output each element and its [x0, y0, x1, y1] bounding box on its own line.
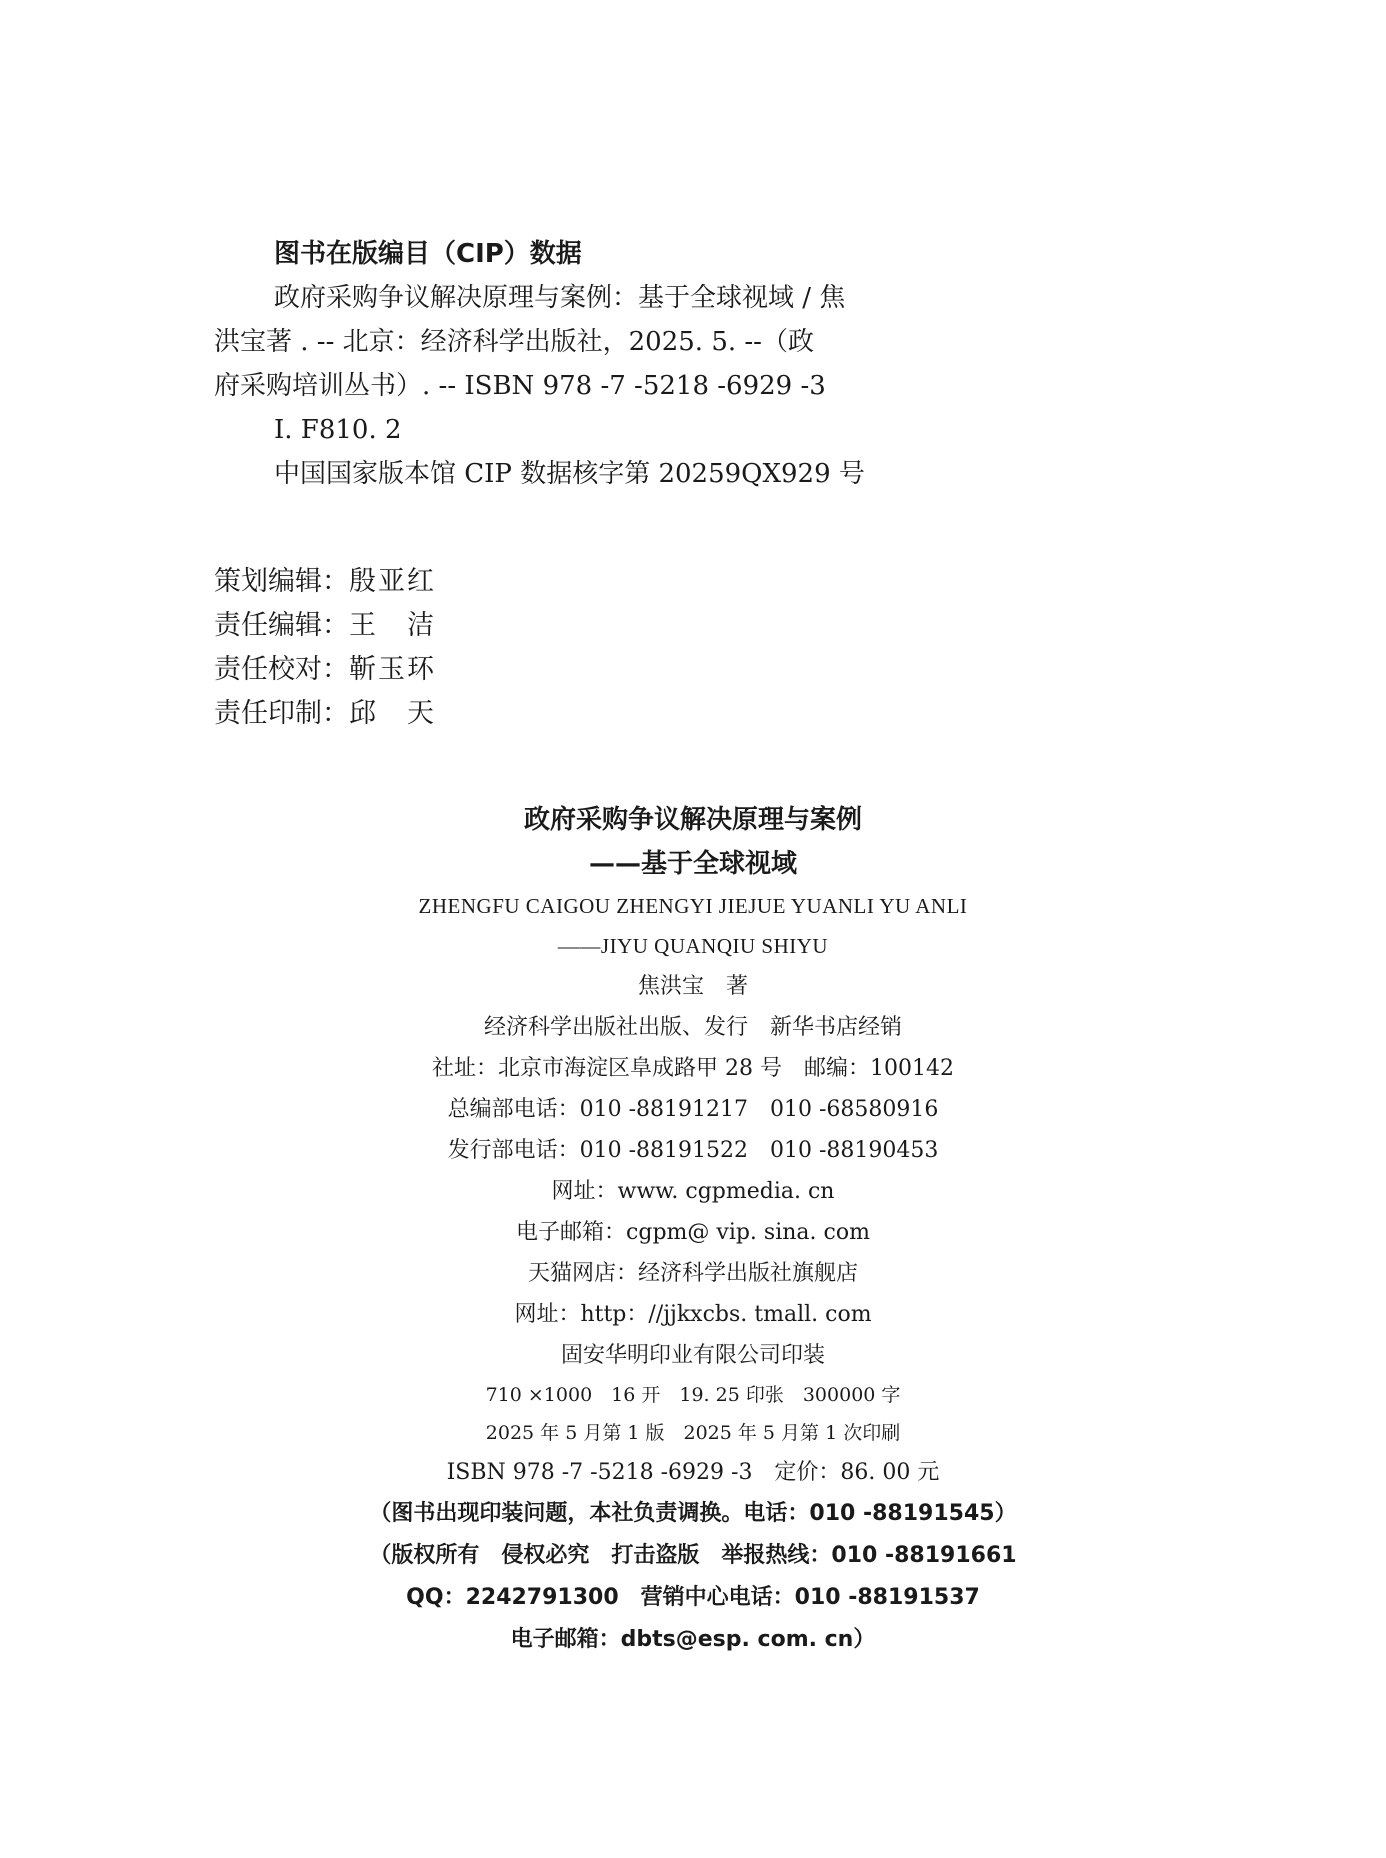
staff-row [214, 692, 436, 736]
cip-line: 洪宝著 . -- 北京：经济科学出版社，2025. 5. --（政 [214, 327, 814, 357]
staff-name: 靳玉环 [349, 654, 436, 685]
edition-info: 2025 年 5 月第 1 版 2025 年 5 月第 1 次印刷 [485, 1422, 901, 1444]
book-title: 政府采购争议解决原理与案例 [523, 805, 862, 835]
website: 网址：www. cgpmedia. cn [551, 1179, 835, 1204]
staff-label: 策划编辑： [214, 566, 349, 597]
editorial-phone: 总编部电话：010 -88191217 010 -68580916 [447, 1097, 939, 1122]
staff-label: 责任校对： [214, 654, 349, 685]
book-title-pinyin: ZHENGFU CAIGOU ZHENGYI JIEJUE YUANLI YU ANLI [418, 894, 968, 918]
book-subtitle: ——基于全球视域 [588, 849, 797, 879]
colophon [0, 798, 1386, 1661]
cip-line: 政府采购争议解决原理与案例：基于全球视域 / 焦 [274, 283, 846, 313]
address: 社址：北京市海淀区阜成路甲 28 号 邮编：100142 [432, 1056, 954, 1081]
cip-line: 府采购培训丛书）. -- ISBN 978 -7 -5218 -6929 -3 [214, 371, 826, 401]
staff-row [214, 604, 436, 648]
publisher: 经济科学出版社出版、发行 新华书店经销 [483, 1015, 902, 1040]
qq-marketing-contact: QQ：2242791300 营销中心电话：010 -88191537 [406, 1585, 980, 1610]
isbn-price: ISBN 978 -7 -5218 -6929 -3 定价：86. 00 元 [446, 1460, 940, 1485]
staff-name: 王 洁 [349, 610, 436, 641]
cip-classification: Ⅰ. F810. 2 [274, 415, 402, 445]
staff-label: 责任印制： [214, 698, 349, 729]
tmall-url: 网址：http：//jjkxcbs. tmall. com [514, 1302, 872, 1327]
staff-name: 殷亚红 [349, 566, 436, 597]
cip-record-number: 中国国家版本馆 CIP 数据核字第 20259QX929 号 [274, 459, 865, 489]
distribution-phone: 发行部电话：010 -88191522 010 -88190453 [447, 1138, 939, 1163]
staff-label: 责任编辑： [214, 610, 349, 641]
author: 焦洪宝 著 [637, 974, 748, 999]
cip-data-block [214, 232, 974, 496]
staff-name: 邱 天 [349, 698, 436, 729]
book-subtitle-pinyin: ——JIYU QUANQIU SHIYU [557, 934, 829, 958]
editorial-staff [214, 560, 436, 736]
staff-row [214, 560, 436, 604]
print-defect-notice: （图书出现印装问题，本社负责调换。电话：010 -88191545） [369, 1501, 1017, 1526]
printer: 固安华明印业有限公司印装 [560, 1343, 825, 1368]
email: 电子邮箱：cgpm@ vip. sina. com [516, 1220, 870, 1245]
print-specs: 710 ×1000 16 开 19. 25 印张 300000 字 [485, 1384, 901, 1406]
cip-heading: 图书在版编目（CIP）数据 [274, 239, 582, 269]
copyright-notice: （版权所有 侵权必究 打击盗版 举报热线：010 -88191661 [369, 1543, 1017, 1568]
tmall-store: 天猫网店：经济科学出版社旗舰店 [527, 1261, 858, 1286]
report-email: 电子邮箱：dbts@esp. com. cn） [510, 1627, 876, 1652]
staff-row [214, 648, 436, 692]
